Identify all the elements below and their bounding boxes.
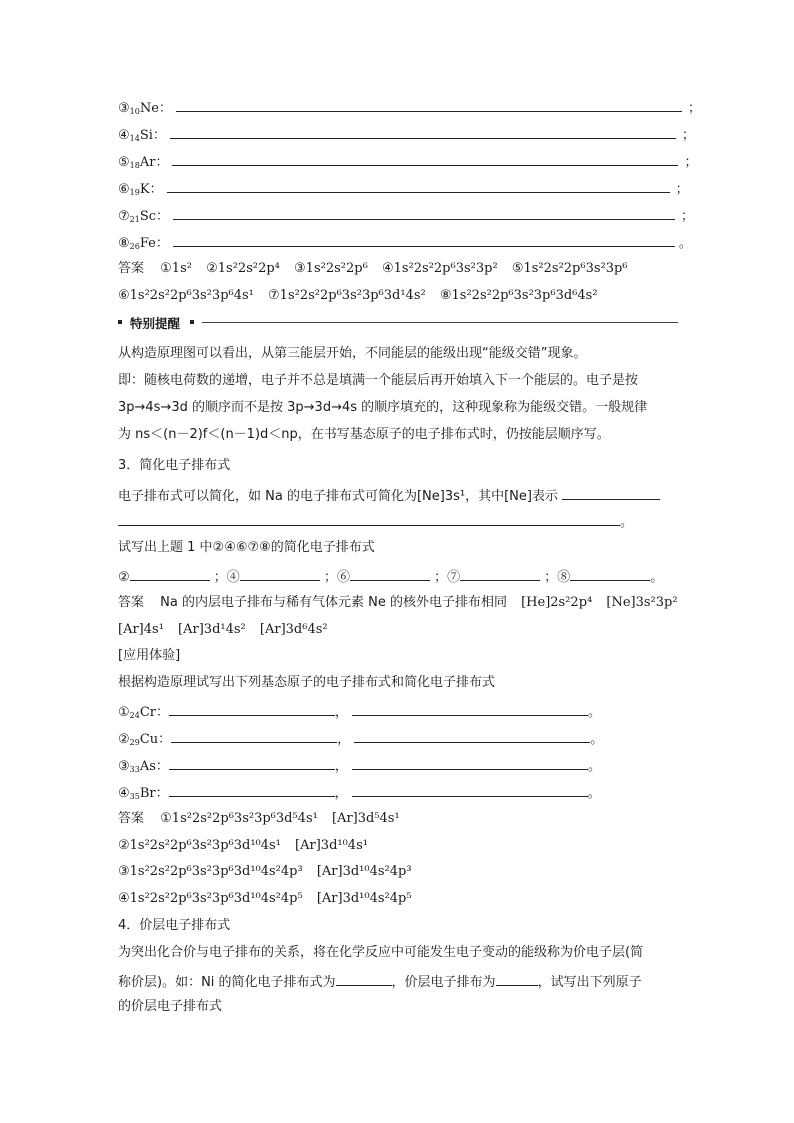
answer-item: [Ar]3d¹4s² (178, 622, 246, 637)
answer-blank[interactable] (176, 98, 682, 112)
line-end: 。 (587, 786, 601, 801)
apply-answer-1 (118, 811, 400, 829)
answer-blank[interactable] (167, 179, 670, 193)
atomic-number: 24 (129, 711, 140, 720)
answer-blank[interactable] (130, 567, 210, 581)
answer-item: [He]2s²2p⁴ (521, 595, 593, 610)
q1-item-k: $⑥_{19}K$： ； (118, 179, 689, 197)
item-number: ⑤ (118, 155, 130, 170)
line-end: 。 (620, 515, 634, 530)
answer-blank[interactable] (240, 567, 320, 581)
q1-answer-line1 (118, 261, 628, 279)
answer-item: ⑧1s²2s²2p⁶3s²3p⁶3d⁶4s² (439, 288, 598, 303)
line-end: 。 (588, 705, 602, 720)
line-end: ； (675, 182, 689, 197)
element-symbol: Sc (139, 209, 157, 224)
line-end: 。 (590, 732, 604, 747)
apply-item-cu: $②_{29}Cu$： ， 。 (118, 729, 603, 747)
answer-blank[interactable] (350, 567, 430, 581)
atomic-number: 29 (129, 738, 140, 747)
paragraph-text: 电子排布式可以简化，如 Na 的电子排布式可简化为[Ne]3s¹，其中[Ne]表示 (118, 489, 558, 504)
atomic-number: 18 (129, 161, 140, 170)
answer-blank[interactable] (354, 729, 590, 743)
blank-label: ；⑦ (434, 570, 461, 585)
item-number: ③ (118, 101, 130, 116)
separator: ， (334, 759, 348, 774)
separator: ， (334, 786, 348, 801)
apply-item-br: $④_{35}Br$： ， 。 (118, 783, 601, 801)
item-number: ④ (118, 786, 130, 801)
paragraph-text: 的价层电子排布式 (118, 999, 223, 1014)
element-symbol: K (139, 182, 150, 197)
q1-item-sc: $⑦_{21}Sc$： ； (118, 206, 694, 224)
answer-label: 答案 (118, 261, 145, 276)
q1-item-fe: $⑧_{26}Fe$： 。 (118, 233, 692, 251)
answer-item: ⑤1s²2s²2p⁶3s²3p⁶ (511, 261, 628, 276)
answer-blank[interactable] (169, 756, 335, 770)
answer-blank[interactable] (173, 206, 675, 220)
apply-answer-4 (118, 891, 412, 909)
answer-item: [Ar]3d⁶4s² (259, 622, 328, 637)
answer-item: ③1s²2s²2p⁶ (294, 261, 368, 276)
tip-header (118, 314, 678, 332)
answer-blank[interactable] (169, 783, 335, 797)
tip-paragraph: 为 ns＜(n－2)f＜(n－1)d＜np，在书写基态原子的电子排布式时，仍按能层顺序写。 (118, 427, 610, 442)
paragraph-text: ，价层电子排布为 (391, 975, 496, 990)
answer-blank[interactable] (173, 233, 675, 247)
tip-title: 特别提醒 (130, 316, 181, 331)
atomic-number: 26 (129, 242, 140, 251)
answer-item: ①1s² (160, 261, 192, 276)
item-number: ⑧ (118, 236, 130, 251)
blank-label: ；④ (213, 570, 240, 585)
answer-blank[interactable] (352, 702, 588, 716)
line-end: ； (684, 155, 698, 170)
paragraph-text: 根据构造原理试写出下列基态原子的电子排布式和简化电子排布式 (118, 675, 496, 690)
atomic-number: 33 (129, 765, 140, 774)
square-bullet-icon (118, 320, 122, 324)
element-symbol: Ar (139, 155, 156, 170)
tip-paragraph: 3p→4s→3d 的顺序而不是按 3p→3d→4s 的顺序填充的，这种现象称为能级交错。一般规律 (118, 400, 648, 415)
answer-item: [Ar]3d⁵4s¹ (331, 811, 400, 826)
answer-item: ④1s²2s²2p⁶3s²3p² (381, 261, 498, 276)
answer-blank[interactable] (460, 567, 540, 581)
section-heading: 3．简化电子排布式 (118, 458, 231, 473)
answer-item: ②1s²2s²2p⁴ (206, 261, 280, 276)
element-symbol: Br (139, 786, 156, 801)
tip-paragraph: 从构造原理图可以看出，从第三能层开始，不同能层的能级出现“能级交错”现象。 (118, 346, 587, 361)
answer-label: 答案 (118, 811, 145, 826)
line-end: ； (681, 209, 695, 224)
paragraph-text: 试写出上题 1 中②④⑥⑦⑧的简化电子排布式 (118, 540, 375, 555)
answer-blank[interactable] (169, 702, 335, 716)
atomic-number: 21 (129, 215, 140, 224)
s3-paragraph1-cont (118, 512, 633, 530)
element-symbol: Cr (139, 705, 157, 720)
item-number: ⑥ (118, 182, 130, 197)
apply-answer-2 (118, 838, 368, 856)
square-bullet-icon (190, 320, 194, 324)
answer-label: 答案 (118, 595, 145, 610)
answer-blank[interactable] (352, 756, 588, 770)
answer-blank[interactable] (570, 567, 650, 581)
element-symbol: Fe (139, 236, 156, 251)
line-end: 。 (587, 759, 601, 774)
blank-label: ；⑧ (544, 570, 571, 585)
line-end: 。 (650, 570, 664, 585)
item-number: ② (118, 732, 130, 747)
tip-paragraph: 即：随核电荷数的递增，电子并不总是填满一个能层后再开始填入下一个能层的。电子是按 (118, 373, 639, 388)
answer-blank[interactable] (118, 512, 620, 526)
paragraph-text: 为突出化合价与电子排布的关系，将在化学反应中可能发生电子变动的能级称为价电子层(简 (118, 945, 644, 960)
answer-item: [Ar]4s¹ (118, 622, 164, 637)
element-symbol: Si (139, 128, 153, 143)
answer-item: ⑥1s²2s²2p⁶3s²3p⁶4s¹ (118, 288, 254, 303)
answer-item: ④1s²2s²2p⁶3s²3p⁶3d¹⁰4s²4p⁵ (118, 891, 303, 906)
s3-answer-line1 (118, 595, 678, 613)
item-number: ⑦ (118, 209, 130, 224)
line-end: ； (687, 101, 701, 116)
line-end: ； (681, 128, 695, 143)
element-symbol: Ne (139, 101, 159, 116)
answer-item: ①1s²2s²2p⁶3s²3p⁶3d⁵4s¹ (160, 811, 318, 826)
apply-item-as: $③_{33}As$： ， 。 (118, 756, 601, 774)
q1-answer-line2 (118, 288, 598, 306)
answer-blank[interactable] (170, 125, 676, 139)
answer-item: [Ar]3d¹⁰4s²4p³ (316, 864, 412, 879)
separator: ， (335, 705, 349, 720)
paragraph-text: ，试写出下列原子 (537, 975, 642, 990)
blank-label: ；⑥ (323, 570, 350, 585)
section-heading: 4．价层电子排布式 (118, 918, 231, 933)
answer-blank[interactable] (496, 972, 538, 986)
answer-blank[interactable] (171, 729, 337, 743)
atomic-number: 14 (129, 134, 140, 143)
answer-blank[interactable] (336, 972, 392, 986)
s3-blanks (118, 567, 663, 585)
element-symbol: Cu (139, 732, 159, 747)
line-end: 。 (678, 236, 692, 251)
answer-item: ⑦1s²2s²2p⁶3s²3p⁶3d¹4s² (268, 288, 426, 303)
blank-label: ② (118, 570, 130, 585)
answer-item: ③1s²2s²2p⁶3s²3p⁶3d¹⁰4s²4p³ (118, 864, 303, 879)
apply-item-cr: $①_{24}Cr$： ， 。 (118, 702, 601, 720)
divider (202, 322, 678, 323)
q1-item-si: $④_{14}Si$： ； (118, 125, 695, 143)
paragraph-text: 称价层)。如：Ni 的简化电子排布式为 (118, 975, 336, 990)
answer-item: [Ar]3d¹⁰4s²4p⁵ (316, 891, 412, 906)
s3-paragraph1 (118, 486, 660, 504)
answer-blank[interactable] (562, 486, 660, 500)
item-number: ③ (118, 759, 130, 774)
answer-item: ②1s²2s²2p⁶3s²3p⁶3d¹⁰4s¹ (118, 838, 281, 853)
item-number: ① (118, 705, 130, 720)
answer-item: [Ne]3s²3p² (606, 595, 678, 610)
answer-item: Na 的内层电子排布与稀有气体元素 Ne 的核外电子排布相同 (160, 595, 507, 610)
item-number: ④ (118, 128, 130, 143)
s4-paragraph2 (118, 972, 642, 990)
separator: ， (337, 732, 351, 747)
atomic-number: 19 (129, 188, 140, 197)
answer-blank[interactable] (172, 152, 678, 166)
answer-item: [Ar]3d¹⁰4s¹ (295, 838, 368, 853)
section-heading: [应用体验] (118, 648, 181, 663)
atomic-number: 10 (129, 107, 140, 116)
answer-blank[interactable] (352, 783, 588, 797)
element-symbol: As (139, 759, 156, 774)
s3-answer-line2 (118, 622, 328, 640)
atomic-number: 35 (129, 792, 140, 801)
q1-item-ne: $③_{10}Ne$： ； (118, 98, 701, 116)
q1-item-ar: $⑤_{18}Ar$： ； (118, 152, 697, 170)
apply-answer-3 (118, 864, 412, 882)
